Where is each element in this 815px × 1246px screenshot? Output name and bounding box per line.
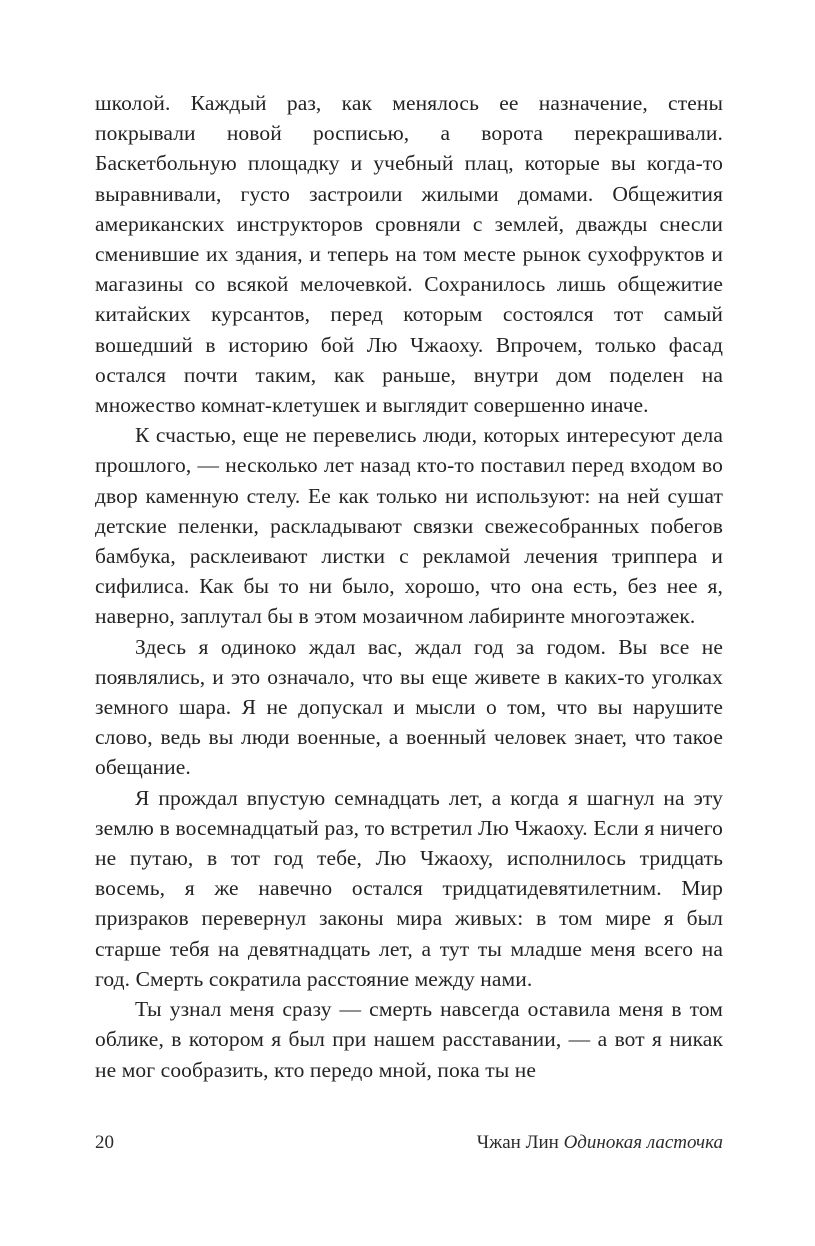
body-text <box>95 88 723 1085</box>
page-footer <box>95 1132 723 1154</box>
author-name: Чжан Лин <box>476 1132 559 1153</box>
paragraph: Ты узнал меня сразу — смерть навсегда оставила меня в том облике, в котором я был при нашем расставании, — а вот я никак не мог сообразить, кто передо мной, пока ты не <box>95 997 723 1082</box>
paragraph: К счастью, еще не перевелись люди, которых интересуют дела прошлого, — несколько лет назад кто-то поставил перед входом во двор каменную стелу. Ее как только ни используют: на ней сушат детские пеленки, раскладывают связки свежесобранных побегов бамбука, расклеивают листки с рекламой лечения триппера и сифилиса. Как бы то ни было, хорошо, что она есть, без нее я, наверно, заплутал бы в этом мозаичном лабиринте многоэтажек. <box>95 423 723 629</box>
page-number: 20 <box>95 1132 114 1153</box>
paragraph: Я прождал впустую семнадцать лет, а когда я шагнул на эту землю в восемнадцатый раз, то встретил Лю Чжаоху. Если я ничего не путаю, в тот год тебе, Лю Чжаоху, исполнилось тридцать восемь, я же навечно остался тридцатидевятилетним. Мир призраков перевернул законы мира живых: в том мире я был старше тебя на девятнадцать лет, а тут ты младше меня всего на год. Смерть сократила расстояние между нами. <box>95 785 723 991</box>
running-title <box>477 1132 723 1154</box>
paragraph: школой. Каждый раз, как менялось ее назначение, стены покрывали новой росписью, а ворота перекрашивали. Баскетбольную площадку и учебный плац, которые вы когда-то выравнивали, густо застроили жилыми домами. Общежития американских инструкторов сровняли с землей, дважды снесли сменившие их здания, и теперь на том месте рынок сухофруктов и магазины со всякой мелочевкой. Сохранилось лишь общежитие китайских курсантов, перед которым состоялся тот самый вошедший в историю бой Лю Чжаоху. Впрочем, только фасад остался почти таким, как раньше, внутри дом поделен на множество комнат-клетушек и выглядит совершенно иначе. <box>95 91 723 418</box>
paragraph: Здесь я одиноко ждал вас, ждал год за годом. Вы все не появлялись, и это означало, что вы еще живете в каких-то уголках земного шара. Я не допускал и мысли о том, что вы нарушите слово, ведь вы люди военные, а военный человек знает, что такое обещание. <box>95 634 723 780</box>
book-title: Одинокая ласточка <box>563 1132 723 1153</box>
